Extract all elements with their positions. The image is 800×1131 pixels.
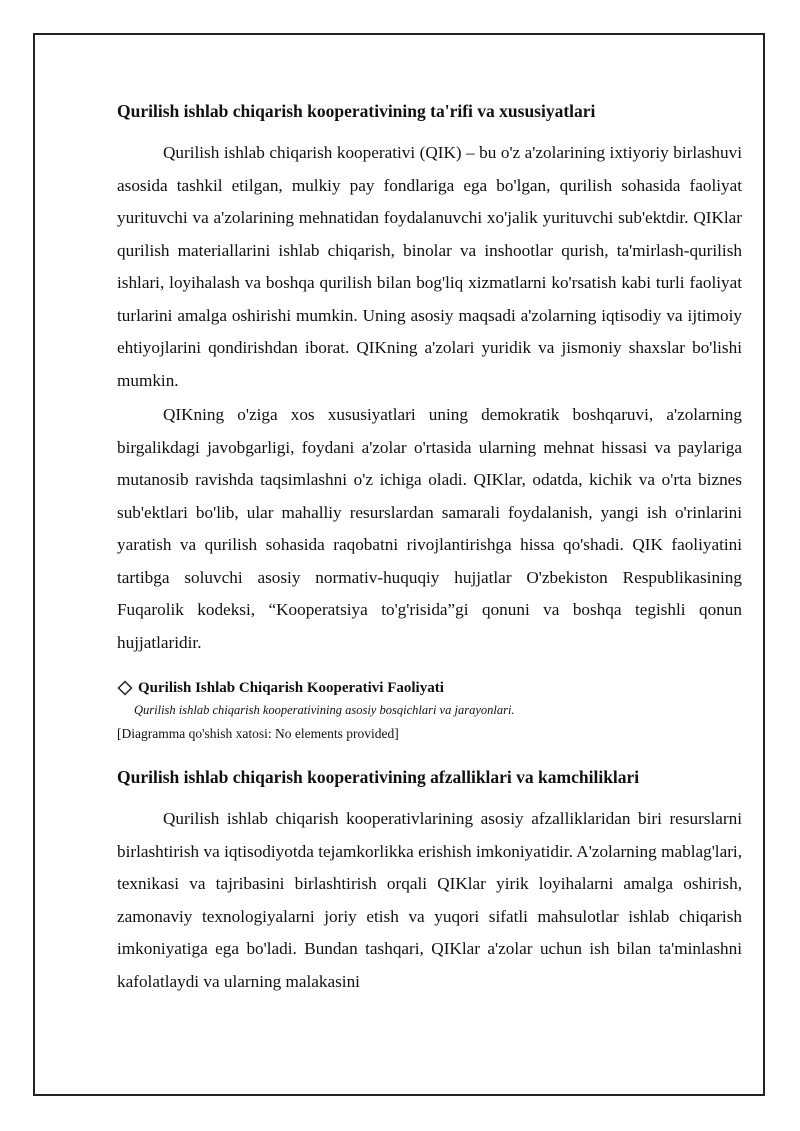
paragraph: Qurilish ishlab chiqarish kooperativlarining asosiy afzalliklaridan biri resurslarni birlashtirish va iqtisodiyotda tejamkorlikka erishish imkoniyatidir. A'zolarning mablag'lari, texnikasi va tajribasini birlashtirish orqali QIKlar yirik loyihalarni amalga oshirish, zamonaviy texnologiyalarni joriy etish va yuqori sifatli mahsulotlar ishlab chiqarish imkoniyatiga ega bo'ladi. Bundan tashqari, QIKlar a'zolar uchun ish bilan ta'minlashni kafolatlaydi va ularning malakasini bbox=[117, 809, 742, 991]
diagram-placeholder bbox=[117, 678, 742, 743]
section-heading: Qurilish ishlab chiqarish kooperativining ta'rifi va xususiyatlari bbox=[117, 101, 596, 121]
diagram-title: Qurilish Ishlab Chiqarish Kooperativi Faoliyati bbox=[138, 680, 444, 696]
section-heading: Qurilish ishlab chiqarish kooperativining afzalliklari va kamchiliklari bbox=[117, 767, 640, 787]
paragraph: QIKning o'ziga xos xususiyatlari uning demokratik boshqaruvi, a'zolarning birgalikdagi javobgarligi, foydani a'zolar o'rtasida ularning mehnat hissasi va paylariga mutanosib ravishda taqsimlashni o'z ichiga oladi. QIKlar, odatda, kichik va o'rta biznes sub'ektlari bo'lib, ular mahalliy resurslardan samarali foydalanish, yangi ish o'rinlarini yaratish va qurilish sohasida raqobatni rivojlantirishga hissa qo'shadi. QIK faoliyatini tartibga soluvchi asosiy normativ-huquqiy hujjatlar O'zbekiston Respublikasining Fuqarolik kodeksi, “Kooperatsiya to'g'risida”gi qonuni va boshqa tegishli qonun hujjatlaridir. bbox=[117, 405, 742, 652]
diagram-title-row bbox=[117, 678, 742, 698]
diagram-subtitle: Qurilish ishlab chiqarish kooperativining asosiy bosqichlari va jarayonlari. bbox=[134, 703, 515, 717]
diagram-error-message: [Diagramma qo'shish xatosi: No elements provided] bbox=[117, 726, 399, 741]
document-body bbox=[117, 98, 742, 998]
diamond-icon bbox=[117, 680, 133, 696]
paragraph: Qurilish ishlab chiqarish kooperativi (QIK) – bu o'z a'zolarining ixtiyoriy birlashuvi asosida tashkil etilgan, mulkiy pay fondlariga ega bo'lgan, qurilish sohasida faoliyat yurituvchi va a'zolarining mehnatidan foydalanuvchi xo'jalik yurituvchi sub'ektdir. QIKlar qurilish materiallarini ishlab chiqarish, binolar va inshootlar qurish, ta'mirlash-qurilish ishlari, loyihalash va boshqa qurilish bilan bog'liq xizmatlarni ko'rsatish kabi turli faoliyat turlarini amalga oshirishi mumkin. Uning asosiy maqsadi a'zolarning iqtisodiy va ijtimoiy ehtiyojlarini qondirishdan iborat. QIKning a'zolari yuridik va jismoniy shaxslar bo'lishi mumkin. bbox=[117, 143, 742, 390]
